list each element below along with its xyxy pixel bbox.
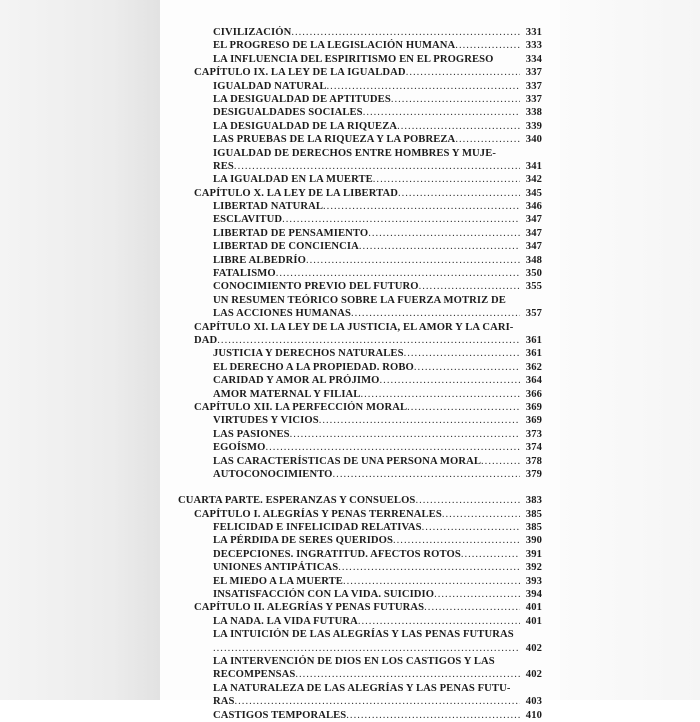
dot-leader — [414, 361, 520, 374]
toc-entry-page: 366 — [525, 388, 542, 400]
toc-entry — [178, 294, 542, 307]
toc-entry-title: LA PÉRDIDA DE SERES QUERIDOS — [213, 535, 393, 547]
dot-leader — [481, 455, 520, 468]
toc-entry-page: 391 — [525, 548, 542, 560]
toc-entry — [178, 468, 542, 481]
toc-entry — [178, 508, 542, 521]
toc-entry-title: LA INFLUENCIA DEL ESPIRITISMO EN EL PROGRESO — [213, 53, 494, 65]
toc-entry-title: LA NADA. LA VIDA FUTURA — [213, 615, 358, 627]
toc-entry — [178, 307, 542, 320]
toc-entry — [178, 93, 542, 106]
toc-entry-title: IGUALDAD DE DERECHOS ENTRE HOMBRES Y MUJE- — [213, 147, 496, 159]
toc-entry — [178, 213, 542, 226]
toc-entry-title: CAPÍTULO X. LA LEY DE LA LIBERTAD — [194, 187, 398, 199]
toc-entry — [178, 455, 542, 468]
toc-entry — [178, 147, 542, 160]
toc-entry-page: 345 — [525, 187, 542, 199]
dot-leader — [455, 39, 520, 52]
toc-entry-page: 337 — [525, 80, 542, 92]
toc-entry — [178, 588, 542, 601]
toc-entry-page: 402 — [525, 669, 542, 681]
toc-entry-page: 337 — [525, 93, 542, 105]
toc-entry — [178, 414, 542, 427]
toc-entry-title: CAPÍTULO I. ALEGRÍAS Y PENAS TERRENALES — [194, 508, 442, 520]
toc-entry-title: UN RESUMEN TEÓRICO SOBRE LA FUERZA MOTRIZ DE — [213, 294, 506, 306]
toc-entry — [178, 494, 542, 507]
toc-entry-page: 338 — [525, 107, 542, 119]
dot-leader — [351, 307, 520, 320]
toc-entry-page: 333 — [525, 40, 542, 52]
dot-leader — [291, 26, 520, 39]
dot-leader — [368, 227, 520, 240]
toc-entry-page: 342 — [525, 174, 542, 186]
toc-entry-title: FELICIDAD E INFELICIDAD RELATIVAS — [213, 522, 422, 534]
dot-leader — [333, 468, 520, 481]
toc-entry-title: VIRTUDES Y VICIOS — [213, 415, 319, 427]
toc-entry-page: 348 — [525, 254, 542, 266]
toc-entry-title: RES — [213, 160, 234, 172]
toc-entry-page: 350 — [525, 268, 542, 280]
toc-entry-page: 347 — [525, 241, 542, 253]
toc-entry — [178, 133, 542, 146]
toc-entry-title: LIBERTAD NATURAL — [213, 201, 324, 213]
toc-entry-title: LIBERTAD DE PENSAMIENTO — [213, 227, 369, 239]
toc-entry — [178, 280, 542, 293]
toc-entry — [178, 200, 542, 213]
dot-leader — [455, 133, 520, 146]
toc-entry — [178, 548, 542, 561]
toc-entry-page: 410 — [525, 709, 542, 721]
dot-leader — [406, 66, 520, 79]
dot-leader — [407, 401, 520, 414]
toc-entry-page: 361 — [525, 334, 542, 346]
toc-entry-title: EL DERECHO A LA PROPIEDAD. ROBO — [213, 361, 414, 373]
toc-entry — [178, 254, 542, 267]
toc-entry — [178, 106, 542, 119]
toc-entry-title: LA DESIGUALDAD DE APTITUDES — [213, 93, 391, 105]
toc-entry-page: 337 — [525, 67, 542, 79]
dot-leader — [359, 240, 520, 253]
dot-leader — [295, 668, 520, 681]
toc-entry-page: 385 — [525, 522, 542, 534]
toc-entry-title: EL MIEDO A LA MUERTE — [213, 575, 343, 587]
dot-leader — [234, 160, 520, 173]
toc-entry — [178, 53, 542, 66]
dot-leader — [419, 280, 520, 293]
toc-entry — [178, 361, 542, 374]
toc-entry — [178, 534, 542, 547]
toc-entry-page: 374 — [525, 442, 542, 454]
toc-entry-page: 402 — [525, 642, 542, 654]
toc-entry-page: 393 — [525, 575, 542, 587]
toc-entry-page: 401 — [525, 615, 542, 627]
dot-leader — [346, 709, 520, 722]
toc-entry — [178, 66, 542, 79]
toc-entry-title: LAS CARACTERÍSTICAS DE UNA PERSONA MORAL — [213, 455, 482, 467]
toc-entry-page: 392 — [525, 562, 542, 574]
dot-leader — [217, 334, 520, 347]
toc-entry-page: 385 — [525, 508, 542, 520]
toc-entry-page: 347 — [525, 227, 542, 239]
toc-entry-title: LIBRE ALBEDRÍO — [213, 254, 306, 266]
toc-entry-title: LA INTERVENCIÓN DE DIOS EN LOS CASTIGOS Y LAS — [213, 655, 495, 667]
dot-leader — [323, 200, 520, 213]
dot-leader — [319, 414, 520, 427]
scan-left-margin — [0, 0, 160, 700]
toc-entry-page: 390 — [525, 535, 542, 547]
toc-entry — [178, 695, 542, 708]
toc-entry-title: CASTIGOS TEMPORALES — [213, 709, 347, 721]
toc-entry-title: DAD — [194, 334, 218, 346]
toc-entry-page: 369 — [525, 401, 542, 413]
toc-entry-page — [520, 655, 542, 668]
toc-entry-page: 394 — [525, 589, 542, 601]
toc-entry-title: INSATISFACCIÓN CON LA VIDA. SUICIDIO — [213, 589, 435, 601]
dot-leader — [442, 508, 520, 521]
dot-leader — [276, 267, 520, 280]
toc-entry-page: 347 — [525, 214, 542, 226]
toc-entry-title: CONOCIMIENTO PREVIO DEL FUTURO — [213, 281, 419, 293]
toc-entry-page: 346 — [525, 201, 542, 213]
dot-leader — [360, 388, 520, 401]
table-of-contents — [178, 26, 542, 722]
toc-entry-title: CAPÍTULO XI. LA LEY DE LA JUSTICIA, EL AMOR Y LA CARI- — [194, 321, 514, 333]
toc-entry-title: RAS — [213, 696, 235, 708]
toc-entry-title: FATALISMO — [213, 268, 276, 280]
toc-entry-page: 403 — [525, 696, 542, 708]
toc-entry-title: LAS PRUEBAS DE LA RIQUEZA Y LA POBREZA — [213, 134, 456, 146]
dot-leader — [213, 642, 520, 655]
toc-entry-page: 361 — [525, 348, 542, 360]
toc-entry-page: 357 — [525, 308, 542, 320]
dot-leader — [391, 93, 520, 106]
toc-entry-page: 331 — [525, 27, 542, 38]
toc-entry-page: 401 — [525, 602, 542, 614]
toc-entry-title: EL PROGRESO DE LA LEGISLACIÓN HUMANA — [213, 40, 456, 52]
toc-entry — [178, 561, 542, 574]
toc-entry — [178, 388, 542, 401]
toc-entry — [178, 642, 542, 655]
dot-leader — [434, 588, 520, 601]
toc-entry — [178, 374, 542, 387]
dot-leader — [306, 254, 520, 267]
toc-entry-page: 369 — [525, 415, 542, 427]
toc-entry-page: 378 — [525, 455, 542, 467]
toc-entry — [178, 334, 542, 347]
toc-entry — [178, 401, 542, 414]
toc-entry — [178, 682, 542, 695]
toc-entry — [178, 187, 542, 200]
toc-entry — [178, 173, 542, 186]
toc-entry-title: ESCLAVITUD — [213, 214, 283, 226]
toc-entry-title: CAPÍTULO IX. LA LEY DE LA IGUALDAD — [194, 67, 406, 79]
toc-entry — [178, 80, 542, 93]
toc-entry — [178, 615, 542, 628]
toc-entry-title: JUSTICIA Y DERECHOS NATURALES — [213, 348, 404, 360]
toc-entry-title: LAS PASIONES — [213, 428, 290, 440]
toc-entry-page — [520, 682, 542, 695]
toc-entry-title: RECOMPENSAS — [213, 669, 296, 681]
toc-entry-title: CARIDAD Y AMOR AL PRÓJIMO — [213, 375, 380, 387]
toc-entry-page: 334 — [525, 53, 542, 65]
toc-entry-title: IGUALDAD NATURAL — [213, 80, 327, 92]
toc-entry — [178, 428, 542, 441]
dot-leader — [404, 347, 520, 360]
dot-leader — [397, 120, 520, 133]
toc-entry — [178, 709, 542, 722]
scan-right-margin — [560, 0, 700, 700]
toc-entry-page: 364 — [525, 375, 542, 387]
toc-entry-page: 339 — [525, 120, 542, 132]
toc-entry — [178, 655, 542, 668]
dot-leader — [398, 187, 520, 200]
toc-entry-title: LA IGUALDAD EN LA MUERTE — [213, 174, 373, 186]
dot-leader — [235, 695, 521, 708]
toc-entry-title: CAPÍTULO XII. LA PERFECCIÓN MORAL — [194, 401, 408, 413]
toc-entry-page: 355 — [525, 281, 542, 293]
toc-entry — [178, 601, 542, 614]
toc-entry-title: CAPÍTULO II. ALEGRÍAS Y PENAS FUTURAS — [194, 602, 425, 614]
dot-leader — [415, 494, 520, 507]
dot-leader — [422, 521, 520, 534]
toc-entry-page: 373 — [525, 428, 542, 440]
toc-entry — [178, 441, 542, 454]
toc-entry — [178, 240, 542, 253]
dot-leader — [424, 601, 520, 614]
dot-leader — [266, 441, 521, 454]
toc-entry-page: 362 — [525, 361, 542, 373]
toc-entry-page: 383 — [525, 495, 542, 507]
toc-entry-title: LA NATURALEZA DE LAS ALEGRÍAS Y LAS PENAS FUTU- — [213, 682, 511, 694]
dot-leader — [282, 213, 520, 226]
toc-entry-page: 379 — [525, 468, 542, 480]
toc-entry-title: LA INTUICIÓN DE LAS ALEGRÍAS Y LAS PENAS FUTURAS — [213, 629, 514, 641]
dot-leader — [343, 575, 520, 588]
dot-leader — [358, 615, 520, 628]
toc-entry-page: 341 — [525, 160, 542, 172]
toc-entry — [178, 575, 542, 588]
toc-entry — [178, 39, 542, 52]
toc-entry-page: 340 — [525, 134, 542, 146]
dot-leader — [393, 534, 520, 547]
toc-entry — [178, 120, 542, 133]
toc-entry-title: UNIONES ANTIPÁTICAS — [213, 562, 339, 574]
toc-entry — [178, 267, 542, 280]
toc-entry-title: EGOÍSMO — [213, 442, 266, 454]
dot-leader — [373, 173, 520, 186]
toc-entry-page — [520, 294, 542, 307]
toc-entry-title: LIBERTAD DE CONCIENCIA — [213, 241, 359, 253]
toc-entry-page — [520, 628, 542, 641]
toc-entry-title: LAS ACCIONES HUMANAS — [213, 308, 351, 320]
toc-entry — [178, 668, 542, 681]
toc-entry — [178, 321, 542, 334]
toc-entry-title: DECEPCIONES. INGRATITUD. AFECTOS ROTOS — [213, 548, 461, 560]
toc-entry — [178, 26, 542, 39]
toc-entry — [178, 227, 542, 240]
toc-entry-title: CUARTA PARTE. ESPERANZAS Y CONSUELOS — [178, 495, 416, 507]
toc-entry — [178, 521, 542, 534]
dot-leader — [327, 80, 520, 93]
toc-entry — [178, 628, 542, 641]
toc-entry — [178, 160, 542, 173]
toc-entry-title: CIVILIZACIÓN — [213, 27, 292, 38]
dot-leader — [363, 106, 520, 119]
toc-entry-title: LA DESIGUALDAD DE LA RIQUEZA — [213, 120, 398, 132]
toc-entry-page — [520, 321, 542, 334]
toc-entry-title: AUTOCONOCIMIENTO — [213, 468, 333, 480]
dot-leader — [461, 548, 520, 561]
toc-entry-title: DESIGUALDADES SOCIALES — [213, 107, 363, 119]
toc-entry-title: AMOR MATERNAL Y FILIAL — [213, 388, 361, 400]
toc-entry-page — [520, 147, 542, 160]
dot-leader — [338, 561, 520, 574]
dot-leader — [290, 428, 520, 441]
dot-leader — [380, 374, 520, 387]
toc-entry — [178, 347, 542, 360]
